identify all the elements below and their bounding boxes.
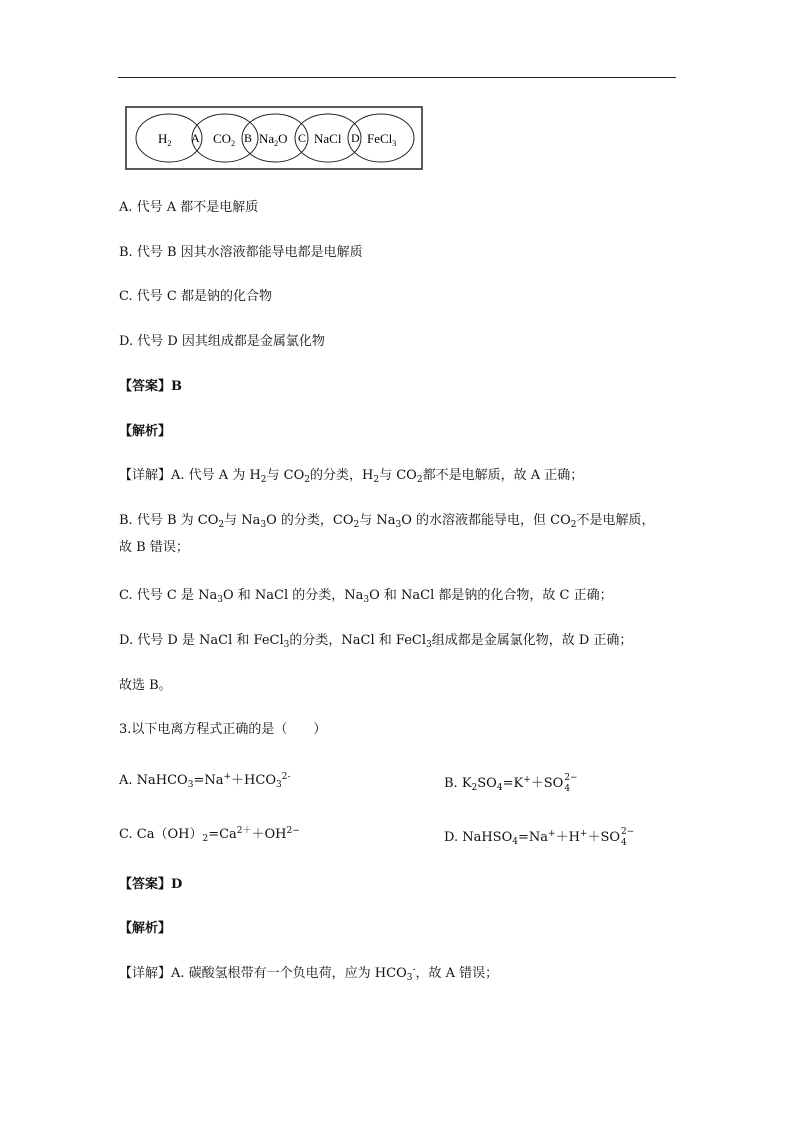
item-co2: $CO_2$ (213, 131, 236, 148)
q2-detail-d: D. 代号 D 是 NaCl 和 FeCl$_3$的分类，NaCl 和 FeCl$_3$组成都是金属氯化物，故 D 正确； (119, 633, 633, 650)
q3-option-a: A. $NaHCO_3=Na^++HCO_3^{2-}$ (119, 772, 291, 790)
q3-option-d: D. NaHSO$_4$=Na+＋H+＋SO 2− 4 (444, 827, 635, 848)
letter-b: B (244, 131, 253, 145)
q2-detail-b: B. 代号 B 为 $CO_2$与 $Na_3O$ 的分类，$CO_2$与 $Na_3O$ 的水溶液都能导电，但 $CO_2$不是电解质， (119, 513, 655, 530)
q2-option-c: C. 代号 C 都是钠的化合物 (119, 289, 272, 304)
classification-diagram (125, 106, 423, 170)
sulfate-charge: 2− 4 (564, 773, 578, 794)
item-h2: $H_2$ (158, 131, 172, 148)
item-fecl3: FeCl$_3$ (367, 131, 397, 148)
q3-stem: 3.以下电离方程式正确的是（ ） (119, 722, 327, 737)
letter-c: C (298, 131, 307, 145)
q3-option-c: C. $Ca(OH)_2=Ca^{2+}+OH^{2-}$ (119, 826, 300, 844)
q3-analysis-heading: 【解析】 (119, 921, 172, 936)
header-rule (118, 77, 676, 78)
letter-d: D (351, 131, 360, 145)
q3-answer: 【答案】D (119, 877, 183, 892)
item-na2o: $Na_2O$ (259, 131, 288, 148)
q2-detail-c: C. 代号 C 是 $Na_3O$ 和 NaCl 的分类，$Na_3O$ 和 NaCl 都是钠的化合物，故 C 正确； (119, 588, 613, 605)
letter-a: A (191, 131, 200, 145)
q2-detail-b-cont: 故 B 错误； (119, 540, 189, 555)
sulfate-charge: 2− 4 (621, 827, 635, 848)
q2-analysis-heading: 【解析】 (119, 424, 172, 439)
q2-option-d: D. 代号 D 因其组成都是金属氯化物 (119, 334, 325, 349)
q2-option-b: B. 代号 B 因其水溶液都能导电都是电解质 (119, 245, 363, 260)
q3-detail-a: 【详解】A. 碳酸氢根带有一个负电荷，应为 $HCO_3^-$，故 A 错误； (119, 965, 499, 983)
item-nacl: NaCl (314, 131, 342, 146)
q2-conclusion: 故选 B。 (119, 678, 172, 693)
q2-answer: 【答案】B (119, 379, 182, 394)
q3-option-b: B. $K_2SO_4=K^++SO$ 2− 4 (444, 773, 578, 794)
q2-detail-a: 【详解】A. 代号 A 为 $H_2$与 $CO_2$的分类，$H_2$与 $CO_2$都不是电解质，故 A 正确； (119, 468, 584, 485)
q2-option-a: A. 代号 A 都不是电解质 (119, 200, 259, 215)
